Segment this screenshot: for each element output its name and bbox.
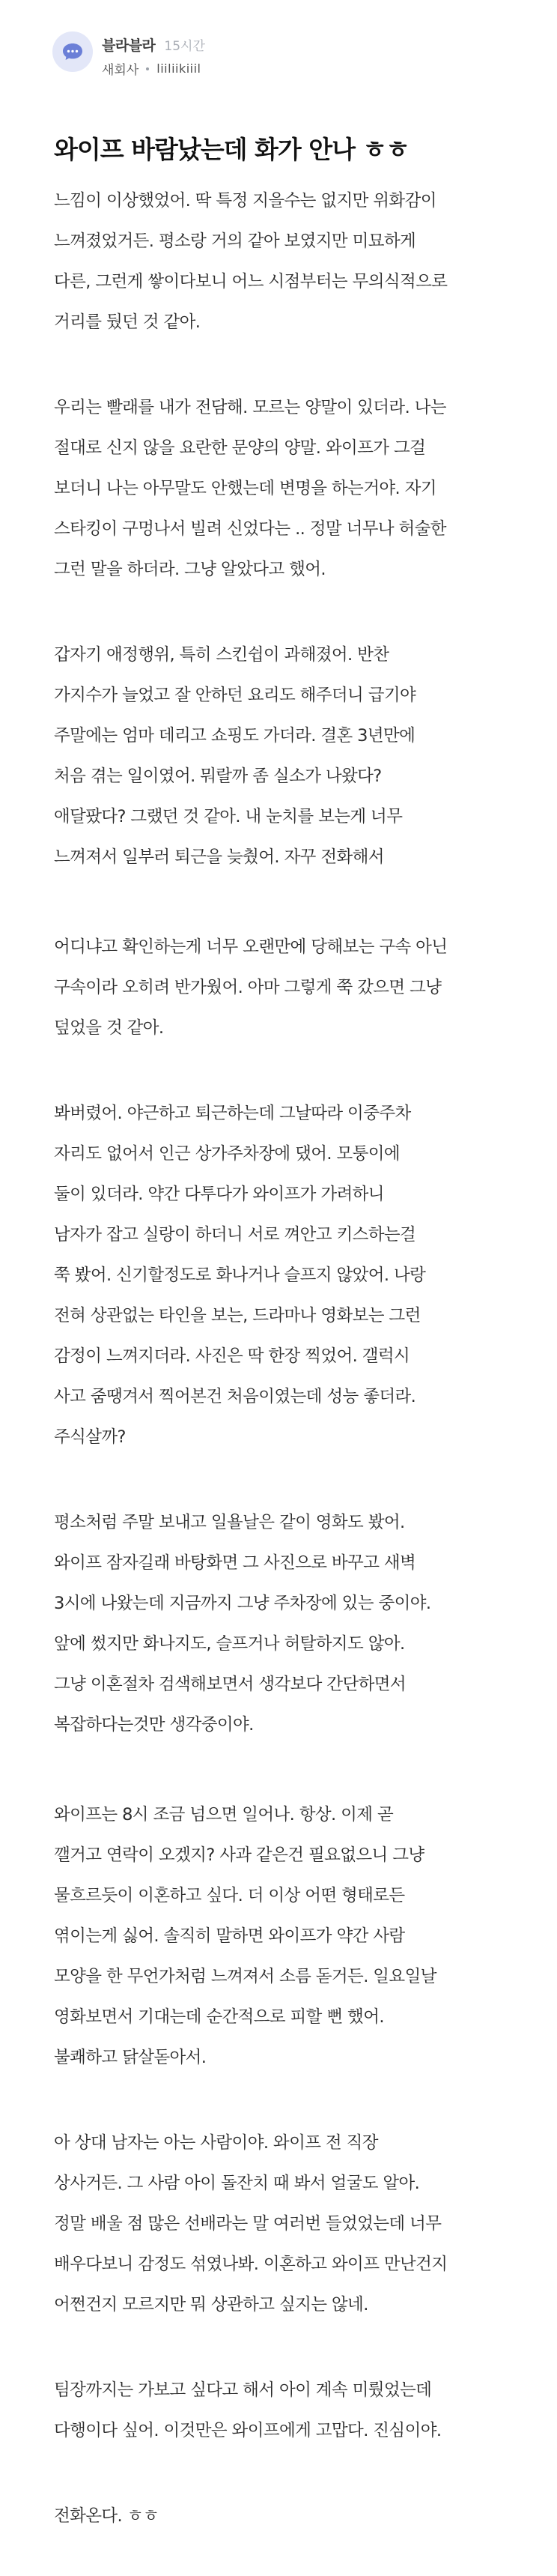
paragraph <box>54 1502 527 1745</box>
paragraph-line: 갑자기 애정행위, 특히 스킨쉽이 과해졌어. 반찬 <box>54 645 389 665</box>
paragraph-gap <box>54 877 527 927</box>
post-time: 15시간 <box>164 39 205 54</box>
paragraph-line: 우리는 빨래를 내가 전담해. 모르는 양말이 있더라. 나는 <box>54 398 446 417</box>
paragraph-line: 느껴져서 일부러 퇴근을 늦췄어. 자꾸 전화해서 <box>54 847 384 867</box>
paragraph-line: 느낌이 이상했었어. 딱 특정 지을수는 없지만 위화감이 <box>54 191 436 211</box>
paragraph-gap <box>54 342 527 387</box>
paragraph-line: 사고 줌땡겨서 찍어본건 처음이였는데 성능 좋더라. <box>54 1387 416 1406</box>
paragraph-line: 그런 말을 하더라. 그냥 알았다고 했어. <box>54 560 326 579</box>
post-body <box>54 181 527 2536</box>
paragraph-line: 구속이라 오히려 반가웠어. 아마 그렇게 쭉 갔으면 그냥 <box>54 978 442 997</box>
paragraph-gap <box>54 2078 527 2123</box>
paragraph-gap <box>54 590 527 635</box>
paragraph-line: 쭉 봤어. 신기할정도로 화나거나 슬프지 않았어. 나랑 <box>54 1266 426 1285</box>
paragraph-line: 영화보면서 기대는데 순간적으로 피할 뻔 했어. <box>54 2007 384 2027</box>
paragraph-line: 처음 겪는 일이였어. 뭐랄까 좀 실소가 나왔다? <box>54 767 382 786</box>
separator-dot <box>146 67 149 70</box>
paragraph-line: 상사거든. 그 사람 아이 돌잔치 때 봐서 얼굴도 알아. <box>54 2174 420 2193</box>
paragraph-line: 그냥 이혼절차 검색해보면서 생각보다 간단하면서 <box>54 1675 407 1694</box>
paragraph-line: 물흐르듯이 이혼하고 싶다. 더 이상 어떤 형태로든 <box>54 1886 405 1905</box>
paragraph-line: 애달팠다? 그랬던 것 같아. 내 눈치를 보는게 너무 <box>54 807 403 826</box>
paragraph-line: 깰거고 연락이 오겠지? 사과 같은건 필요없으니 그냥 <box>54 1845 424 1865</box>
paragraph-line: 아 상대 남자는 아는 사람이야. 와이프 전 직장 <box>54 2133 378 2153</box>
paragraph-line: 둘이 있더라. 약간 다투다가 와이프가 가려하니 <box>54 1185 384 1204</box>
paragraph-gap <box>54 1048 527 1093</box>
chat-bubble-icon <box>61 42 84 61</box>
paragraph-line: 다른, 그런게 쌓이다보니 어느 시점부터는 무의식적으로 <box>54 272 448 291</box>
post-header <box>52 31 526 78</box>
paragraph-line: 주말에는 엄마 데리고 쇼핑도 가더라. 결혼 3년만에 <box>54 726 416 746</box>
paragraph-line: 스타킹이 구멍나서 빌려 신었다는 .. 정말 너무나 허술한 <box>54 519 446 539</box>
paragraph-line: 정말 배울 점 많은 선배라는 말 여러번 들었었는데 너무 <box>54 2214 442 2234</box>
paragraph-line: 남자가 잡고 실랑이 하더니 서로 껴안고 키스하는걸 <box>54 1225 416 1245</box>
paragraph-line: 와이프 잠자길래 바탕화면 그 사진으로 바꾸고 새벽 <box>54 1553 416 1573</box>
author-nickname: liiliikiiil <box>156 61 201 76</box>
paragraph-line: 절대로 신지 않을 요란한 문양의 양말. 와이프가 그걸 <box>54 438 426 458</box>
paragraph-line: 자리도 없어서 인근 상가주차장에 댔어. 모퉁이에 <box>54 1144 401 1164</box>
paragraph <box>54 1093 527 1457</box>
paragraph <box>54 181 527 342</box>
paragraph-line: 봐버렸어. 야근하고 퇴근하는데 그날따라 이중주차 <box>54 1104 411 1123</box>
paragraph-gap <box>54 2451 527 2496</box>
paragraph-line: 와이프는 8시 조금 넘으면 일어나. 항상. 이제 곧 <box>54 1805 394 1824</box>
post-title: 와이프 바람났는데 화가 안나 ㅎㅎ <box>54 135 410 164</box>
paragraph <box>54 387 527 590</box>
paragraph <box>54 635 527 877</box>
paragraph-line: 평소처럼 주말 보내고 일욜날은 같이 영화도 봤어. <box>54 1513 405 1532</box>
paragraph <box>54 2496 527 2536</box>
paragraph-gap <box>54 1457 527 1502</box>
author-company: 새회사 <box>102 63 139 78</box>
paragraph-line: 전화온다. ㅎㅎ <box>54 2506 159 2526</box>
paragraph-line: 주식살까? <box>54 1427 126 1447</box>
author-meta <box>102 34 205 78</box>
paragraph-line: 보더니 나는 아무말도 안했는데 변명을 하는거야. 자기 <box>54 479 436 498</box>
paragraph-line: 팀장까지는 가보고 싶다고 해서 아이 계속 미뤘었는데 <box>54 2380 432 2400</box>
paragraph-line: 어쩐건지 모르지만 뭐 상관하고 싶지는 않네. <box>54 2295 368 2315</box>
paragraph-line: 거리를 뒀던 것 같아. <box>54 312 201 332</box>
paragraph-line: 3시에 나왔는데 지금까지 그냥 주차장에 있는 중이야. <box>54 1594 431 1613</box>
paragraph <box>54 1795 527 2078</box>
paragraph-line: 앞에 썼지만 화나지도, 슬프거나 허탈하지도 않아. <box>54 1634 405 1654</box>
paragraph-gap <box>54 2325 527 2370</box>
paragraph <box>54 2123 527 2325</box>
paragraph-line: 감정이 느껴지더라. 사진은 딱 한장 찍었어. 갤럭시 <box>54 1346 410 1366</box>
author-name[interactable]: 블라블라 <box>102 37 156 54</box>
paragraph-line: 덮었을 것 같아. <box>54 1018 164 1038</box>
paragraph <box>54 927 527 1048</box>
paragraph-line: 전혀 상관없는 타인을 보는, 드라마나 영화보는 그런 <box>54 1306 421 1325</box>
paragraph-line: 모양을 한 무언가처럼 느껴져서 소름 돋거든. 일요일날 <box>54 1967 436 1986</box>
paragraph-line: 배우다보니 감정도 섞였나봐. 이혼하고 와이프 만난건지 <box>54 2255 448 2274</box>
paragraph-line: 느껴졌었거든. 평소랑 거의 같아 보였지만 미묘하게 <box>54 232 416 251</box>
paragraph-line: 가지수가 늘었고 잘 안하던 요리도 해주더니 급기야 <box>54 686 416 705</box>
paragraph-line: 어디냐고 확인하는게 너무 오랜만에 당해보는 구속 아닌 <box>54 937 448 957</box>
paragraph-line: 복잡하다는것만 생각중이야. <box>54 1715 254 1735</box>
paragraph-line: 엮이는게 싫어. 솔직히 말하면 와이프가 약간 사람 <box>54 1926 405 1946</box>
paragraph-line: 불쾌하고 닭살돋아서. <box>54 2048 207 2067</box>
paragraph-gap <box>54 1745 527 1795</box>
avatar[interactable] <box>52 31 93 72</box>
paragraph-line: 다행이다 싶어. 이것만은 와이프에게 고맙다. 진심이야. <box>54 2421 442 2440</box>
paragraph <box>54 2370 527 2451</box>
